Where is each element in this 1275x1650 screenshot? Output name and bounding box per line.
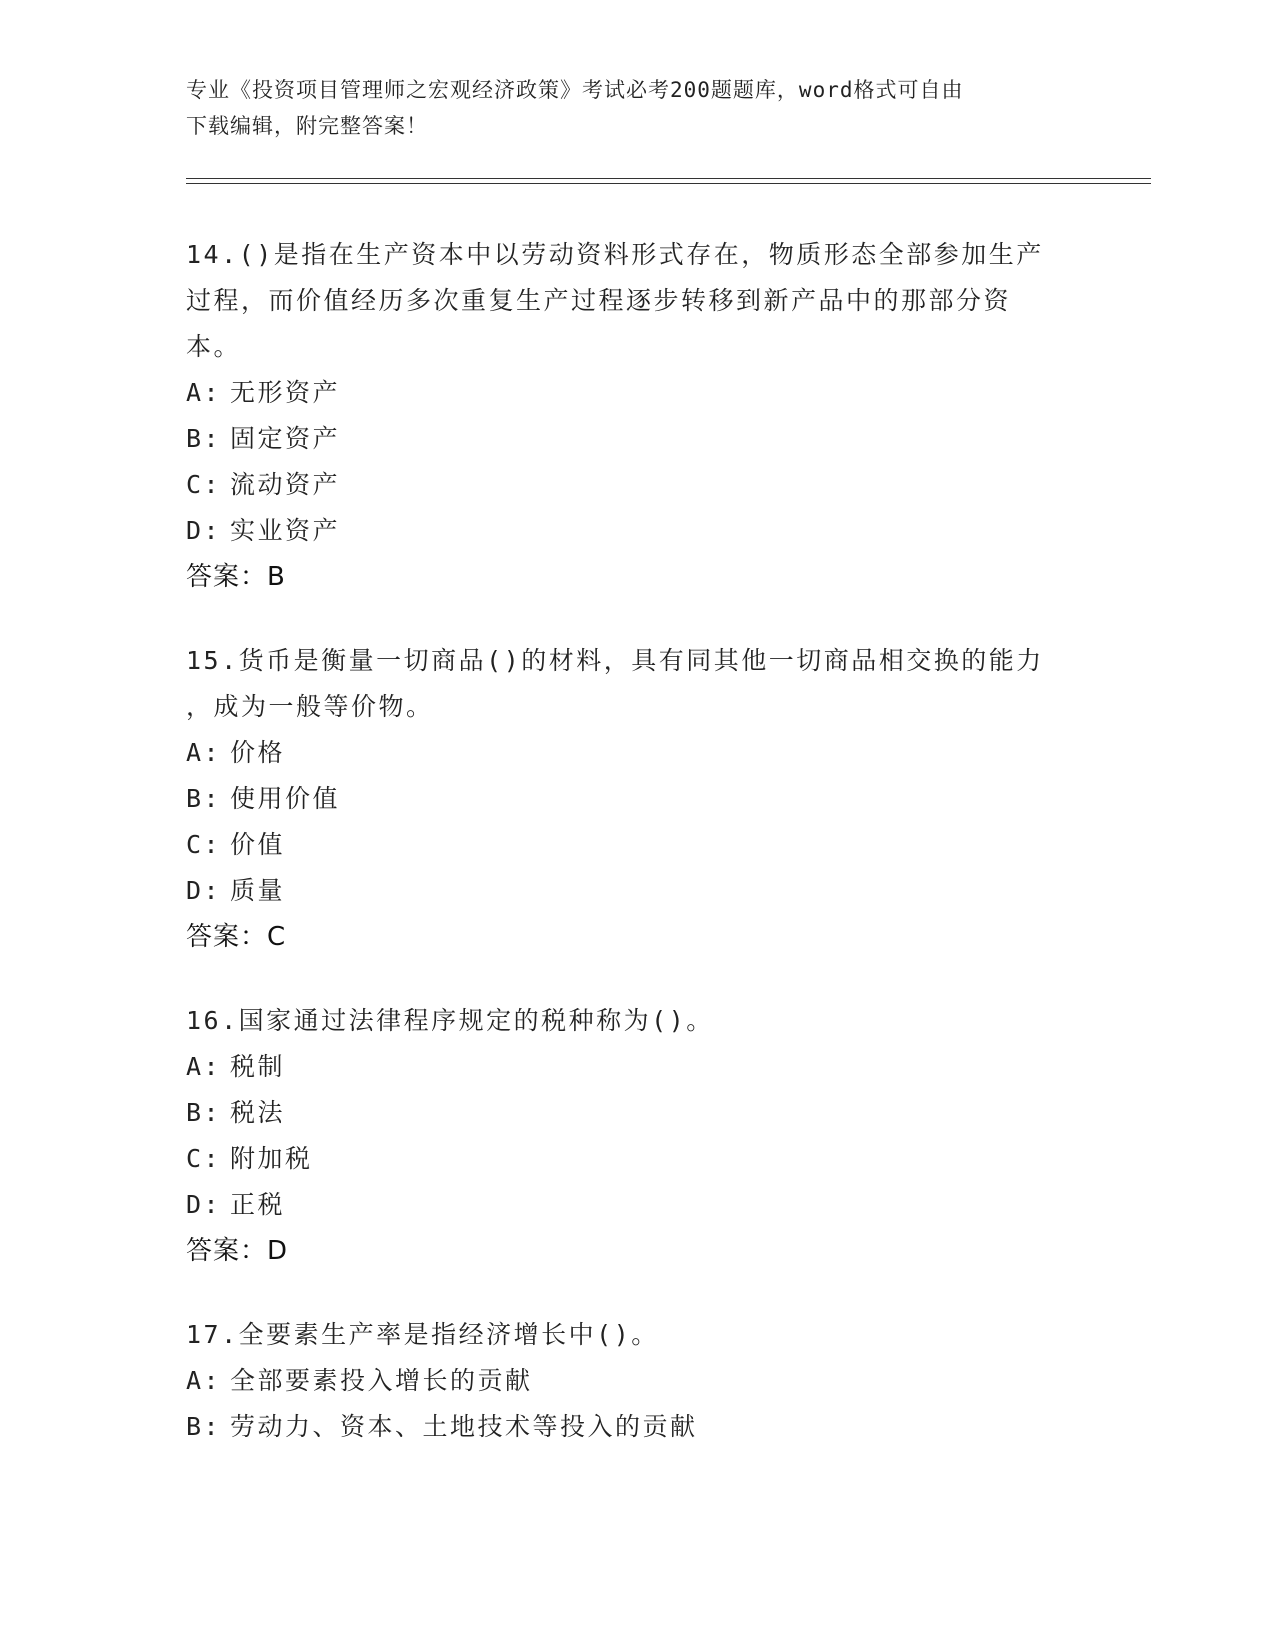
option-text: 无形资产 xyxy=(230,378,341,407)
question-list xyxy=(186,232,1086,1488)
answer-option xyxy=(186,822,1086,868)
option-text: 劳动力、资本、土地技术等投入的贡献 xyxy=(230,1412,698,1441)
document-header xyxy=(186,72,1086,144)
answer-option xyxy=(186,1404,1086,1450)
option-key: A: xyxy=(186,738,222,767)
option-key: C: xyxy=(186,1144,222,1173)
answer-option xyxy=(186,1090,1086,1136)
option-key: B: xyxy=(186,1412,222,1441)
answer-line: 答案：D xyxy=(186,1236,289,1266)
header-line-2: 下载编辑，附完整答案！ xyxy=(186,114,428,138)
answer-option xyxy=(186,508,1086,554)
option-key: D: xyxy=(186,876,222,905)
option-text: 价值 xyxy=(230,830,286,859)
option-key: C: xyxy=(186,830,222,859)
answer-option xyxy=(186,1136,1086,1182)
option-text: 固定资产 xyxy=(230,424,341,453)
question-block xyxy=(186,232,1086,600)
option-text: 价格 xyxy=(230,738,286,767)
question-stem-line: 17.全要素生产率是指经济增长中()。 xyxy=(186,1320,659,1349)
option-text: 使用价值 xyxy=(230,784,341,813)
answer-option xyxy=(186,416,1086,462)
answer-option xyxy=(186,462,1086,508)
question-block xyxy=(186,998,1086,1274)
option-key: D: xyxy=(186,516,222,545)
question-stem-line: 本。 xyxy=(186,332,242,361)
answer-option xyxy=(186,730,1086,776)
question-stem-line: ，成为一般等价物。 xyxy=(186,692,434,721)
option-text: 实业资产 xyxy=(230,516,341,545)
option-key: B: xyxy=(186,1098,222,1127)
question-block xyxy=(186,1312,1086,1450)
option-key: A: xyxy=(186,378,222,407)
option-text: 流动资产 xyxy=(230,470,341,499)
answer-option xyxy=(186,1358,1086,1404)
question-stem-line: 过程，而价值经历多次重复生产过程逐步转移到新产品中的那部分资 xyxy=(186,286,1012,315)
option-key: B: xyxy=(186,424,222,453)
question-stem-line: 16.国家通过法律程序规定的税种称为()。 xyxy=(186,1006,714,1035)
option-key: A: xyxy=(186,1366,222,1395)
option-key: D: xyxy=(186,1190,222,1219)
question-block xyxy=(186,638,1086,960)
question-stem-line: 15.货币是衡量一切商品()的材料，具有同其他一切商品相交换的能力 xyxy=(186,646,1044,675)
answer-option xyxy=(186,1182,1086,1228)
answer-line: 答案：B xyxy=(186,562,286,592)
question-stem-line: 14.()是指在生产资本中以劳动资料形式存在，物质形态全部参加生产 xyxy=(186,240,1044,269)
header-divider-top xyxy=(186,178,1151,179)
answer-line: 答案：C xyxy=(186,922,287,952)
option-text: 全部要素投入增长的贡献 xyxy=(230,1366,533,1395)
option-text: 质量 xyxy=(230,876,286,905)
option-text: 附加税 xyxy=(230,1144,313,1173)
option-key: A: xyxy=(186,1052,222,1081)
header-line-1: 专业《投资项目管理师之宏观经济政策》考试必考200题题库，word格式可自由 xyxy=(186,78,964,102)
answer-option xyxy=(186,776,1086,822)
option-text: 正税 xyxy=(230,1190,286,1219)
answer-option xyxy=(186,370,1086,416)
option-text: 税制 xyxy=(230,1052,286,1081)
header-divider-bottom xyxy=(186,183,1151,184)
answer-option xyxy=(186,1044,1086,1090)
option-key: B: xyxy=(186,784,222,813)
option-text: 税法 xyxy=(230,1098,286,1127)
answer-option xyxy=(186,868,1086,914)
option-key: C: xyxy=(186,470,222,499)
